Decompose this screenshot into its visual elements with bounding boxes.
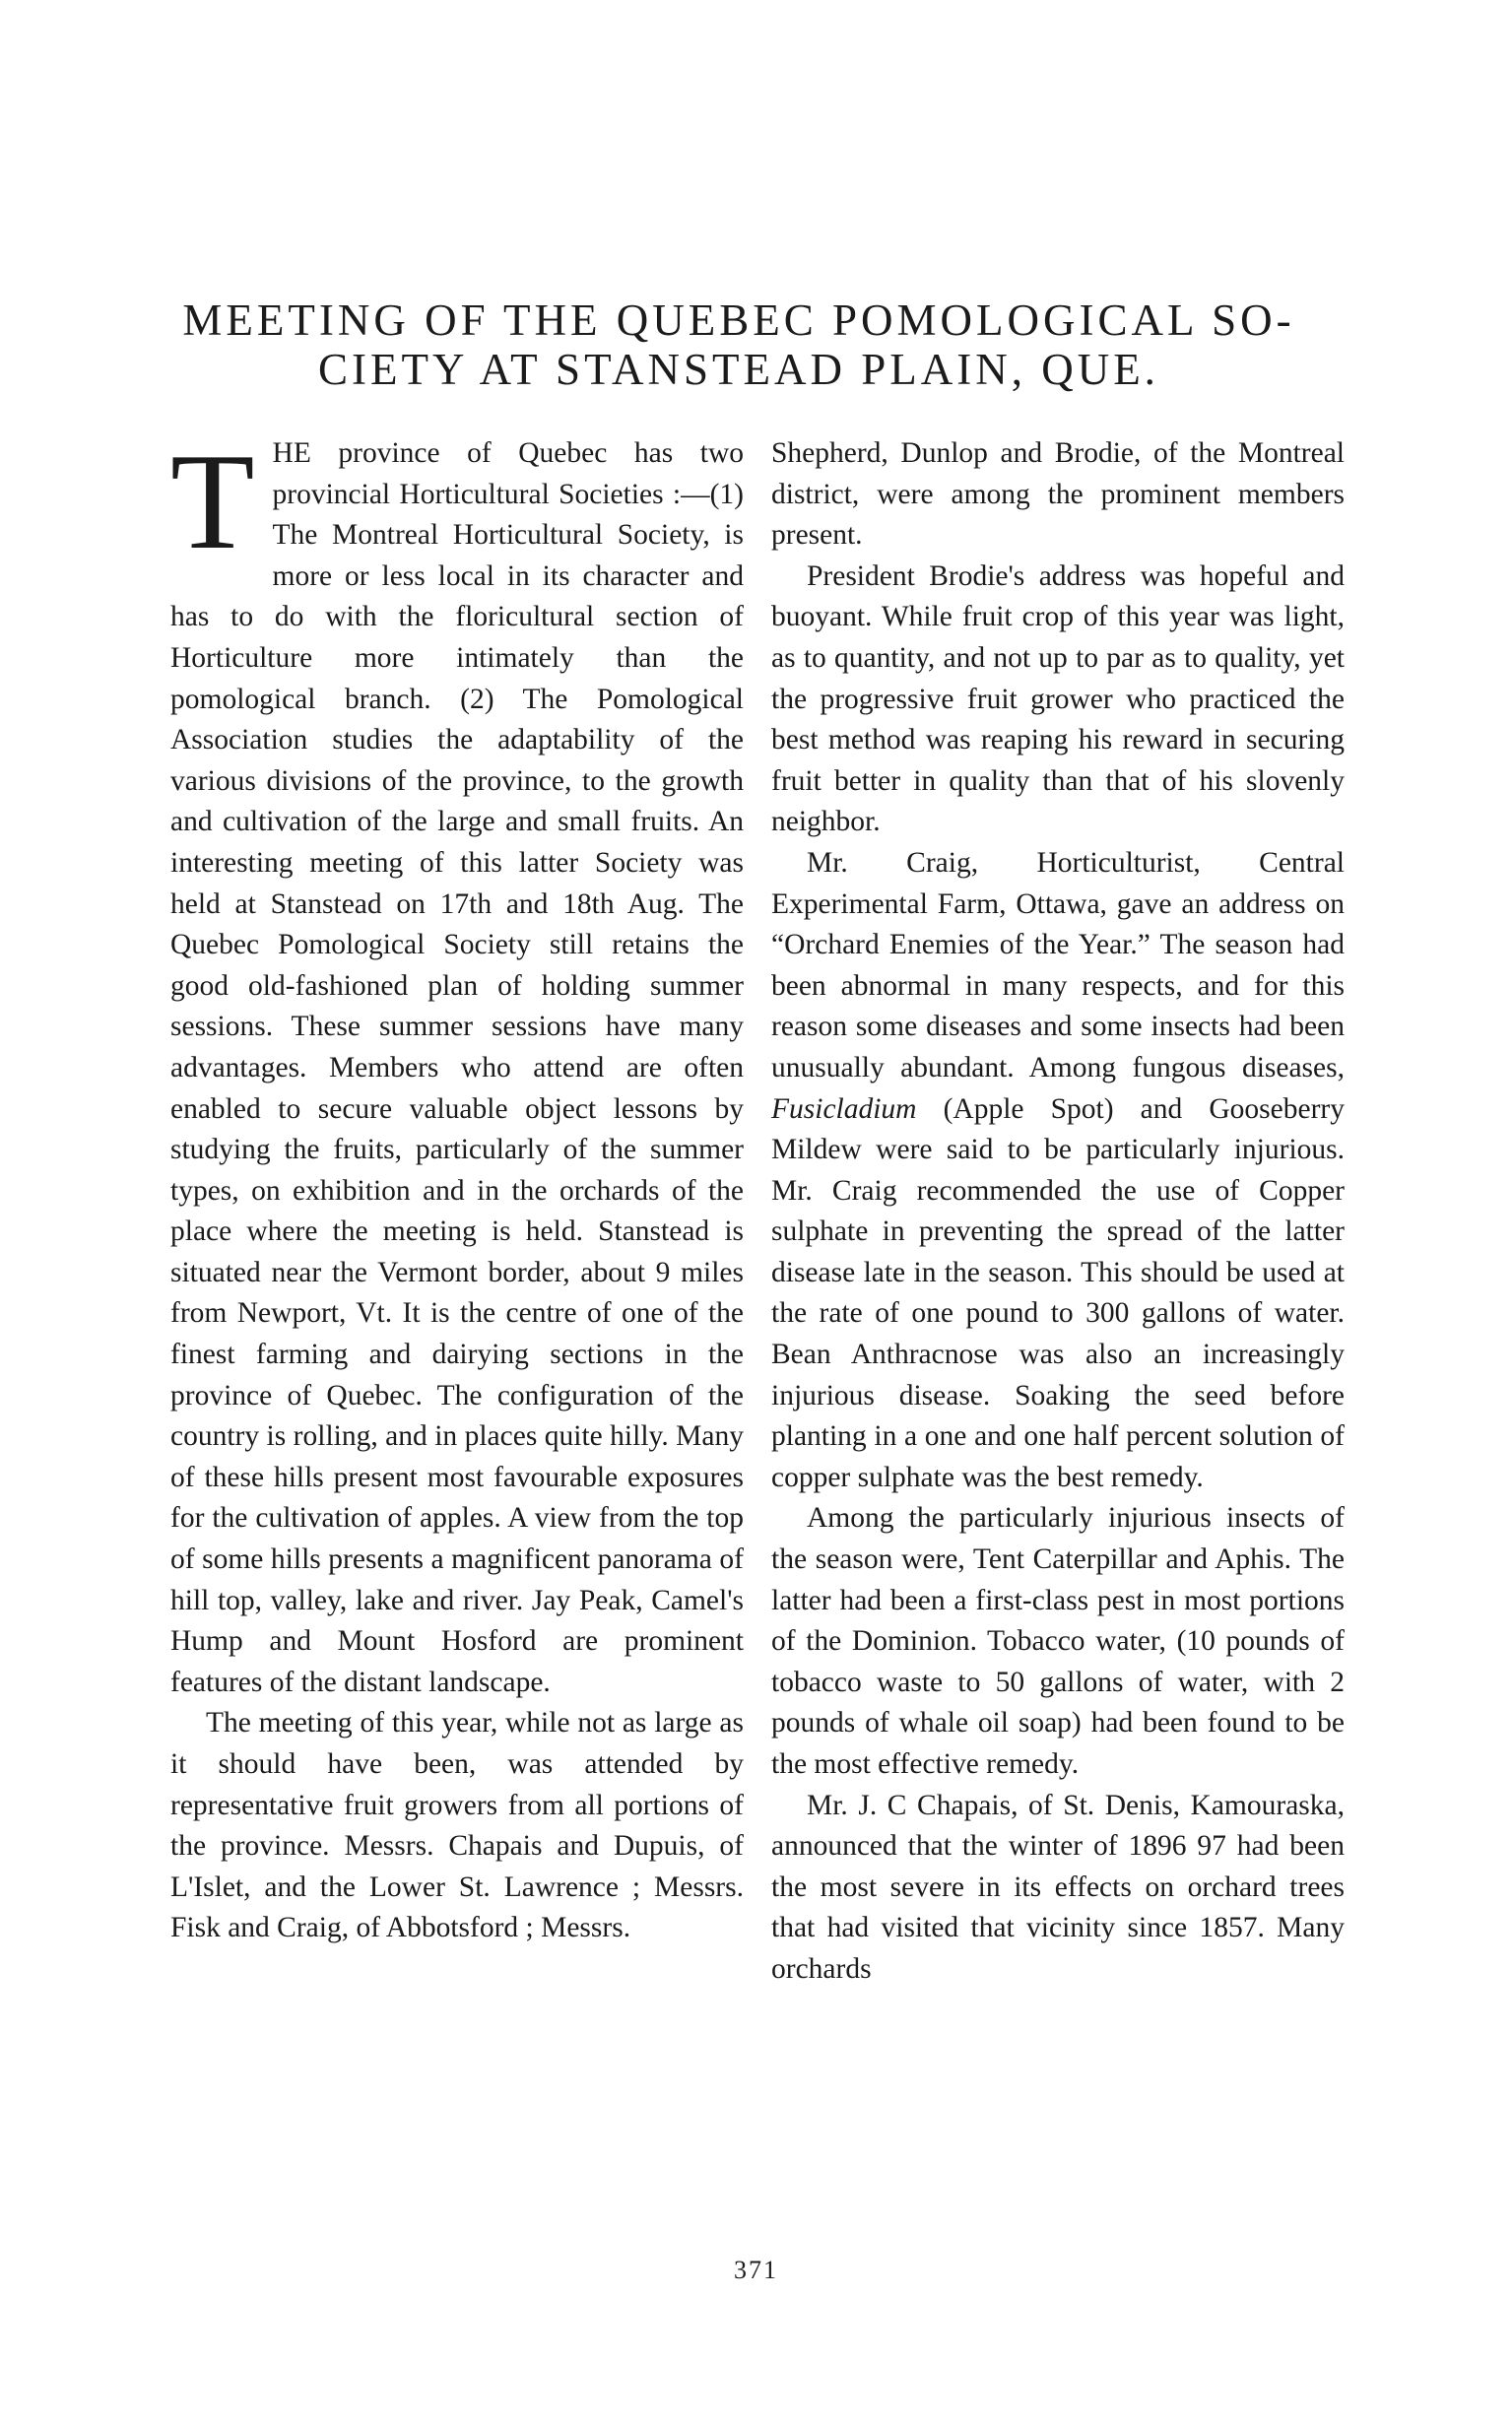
left-column (170, 426, 744, 1949)
paragraph-2: The meeting of this year, while not as large as it should have been, was attended by representative fruit growers from all portions of the province. Messrs. Chapais and Dupuis, of L'Islet, and the Lower St. Lawrence ; Messrs. Fisk and Craig, of Abbotsford ; Messrs. (170, 1707, 744, 1944)
page-number: 371 (734, 2256, 778, 2284)
right-column (771, 433, 1345, 1991)
drop-cap: T (170, 426, 255, 578)
article-title-line-2: CIETY AT STANSTEAD PLAIN, QUE. (318, 345, 1159, 394)
article-title-line-1: MEETING OF THE QUEBEC POMOLOGICAL SO- (182, 295, 1295, 345)
paragraph-1-text: HE province of Quebec has two provincial Horticultural Societies :—(1) The Montreal Horticultural Society, is more or less local in its character and has to do with the floricultural section of Horticulture more intimately than the pomological branch. (2) The Pomological Association studies the adaptability of the various divisions of the province, to the growth and cultivation of the large and small fruits. An interesting meeting of this latter Society was held at Stanstead on 17th and 18th Aug. The Quebec Pomological Society still retains the good old-fashioned plan of holding summer sessions. These summer sessions have many advantages. Members who attend are often enabled to secure valuable object lessons by studying the fruits, particularly of the summer types, on exhibition and in the orchards of the place where the meeting is held. Stanstead is situated near the Vermont border, about 9 miles from Newport, Vt. It is the centre of one of the finest farming and dairying sections in the province of Quebec. The configuration of the country is rolling, and in places quite hilly. Many of these hills present most favourable exposures for the cultivation of apples. A view from the top of some hills presents a magnificent panorama of hill top, valley, lake and river. Jay Peak, Camel's Hump and Mount Hosford are prominent features of the distant landscape. (170, 437, 744, 1698)
paragraph-2-continued: Shepherd, Dunlop and Brodie, of the Montreal district, were among the prominent members present. (771, 437, 1345, 552)
paragraph-4-text-b: (Apple Spot) and Gooseberry Mildew were said to be particularly injurious. Mr. Craig recommended the use of Copper sulphate in preventing the spread of the latter disease late in the season. This should be used at the rate of one pound to 300 gallons of water. Bean Anthracnose was also an increasingly injurious disease. Soaking the seed before planting in a one and one half percent solution of copper sulphate was the best remedy. (771, 1092, 1345, 1493)
paragraph-4-italic-term: Fusicladium (771, 1092, 917, 1125)
paragraph-4 (771, 843, 1345, 1499)
paragraph-5: Among the particularly injurious insects of the season were, Tent Caterpillar and Aphis. The latter had been a first-class pest in most portions of the Dominion. Tobacco water, (10 pounds of tobacco waste to 50 gallons of water, with 2 pounds of whale oil soap) had been found to be the most effective remedy. (771, 1502, 1345, 1780)
article-title (138, 295, 1340, 394)
paragraph-1 (170, 426, 744, 1703)
paragraph-6: Mr. J. C Chapais, of St. Denis, Kamouraska, announced that the winter of 1896 97 had been the most severe in its effects on orchard trees that had visited that vicinity since 1857. Many orchards (771, 1789, 1345, 1985)
paragraph-3: President Brodie's address was hopeful and buoyant. While fruit crop of this year was light, as to quantity, and not up to par as to quality, yet the progressive fruit grower who practiced the best method was reaping his reward in securing fruit better in quality than that of his slovenly neighbor. (771, 559, 1345, 838)
paragraph-4-text-a: Mr. Craig, Horticulturist, Central Experimental Farm, Ottawa, gave an address on “Orchard Enemies of the Year.” The season had been abnormal in many respects, and for this reason some diseases and some insects had been unusually abundant. Among fungous diseases, (771, 846, 1345, 1083)
